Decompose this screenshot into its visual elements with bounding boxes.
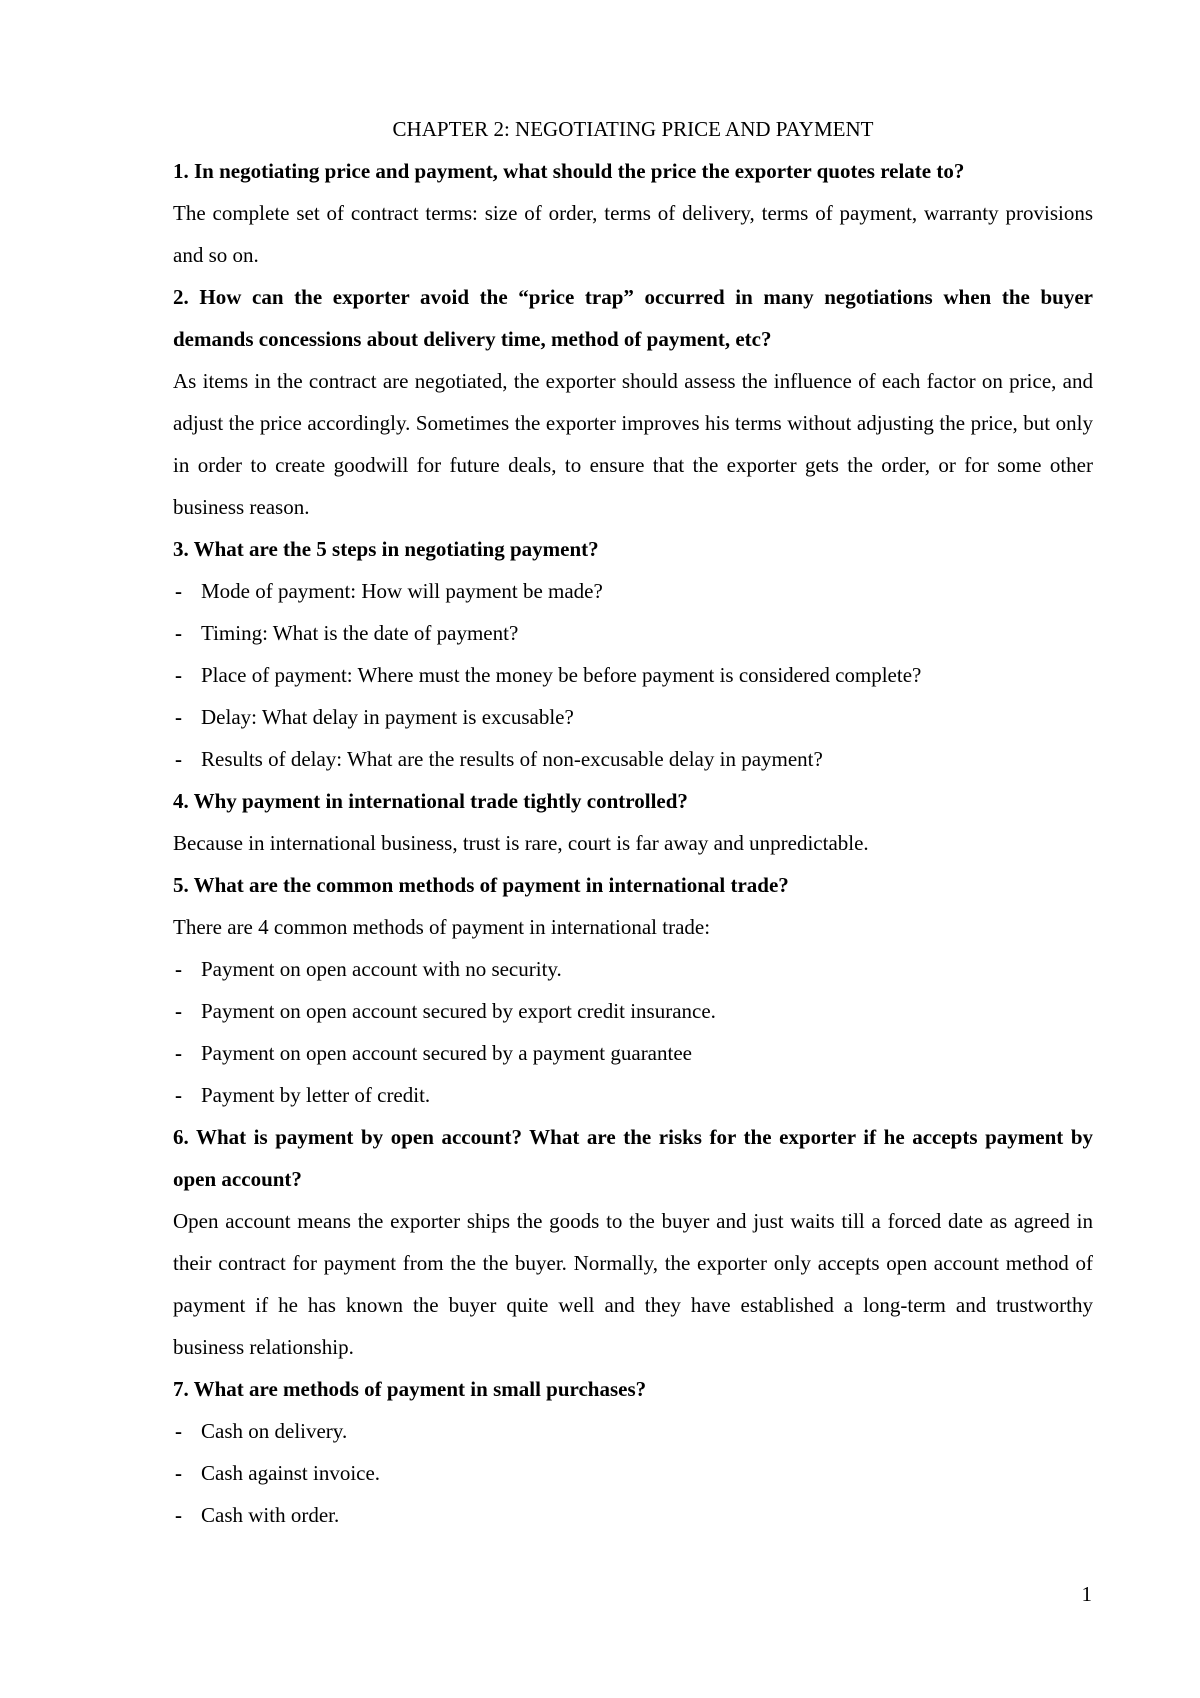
- payment-methods-list: [173, 948, 1093, 1116]
- page-number: 1: [1081, 1582, 1092, 1606]
- list-item: - Payment on open account with no security.: [173, 948, 1093, 990]
- answer-6: Open account means the exporter ships the goods to the buyer and just waits till a forced date as agreed in their contract for payment from the the buyer. Normally, the exporter only accepts open account method of payment if he has known the buyer quite well and they have established a long-term and trustworthy business relationship.: [173, 1209, 1093, 1359]
- list-item: - Mode of payment: How will payment be made?: [173, 570, 1093, 612]
- question-6: 6. What is payment by open account? What are the risks for the exporter if he accepts payment by open account?: [173, 1125, 1093, 1191]
- chapter-title: CHAPTER 2: NEGOTIATING PRICE AND PAYMENT: [392, 117, 874, 141]
- question-2: 2. How can the exporter avoid the “price trap” occurred in many negotiations when the buyer demands concessions about delivery time, method of payment, etc?: [173, 285, 1093, 351]
- steps-list: [173, 570, 1093, 780]
- list-item: - Cash against invoice.: [173, 1452, 1093, 1494]
- list-item: - Payment by letter of credit.: [173, 1074, 1093, 1116]
- question-4: 4. Why payment in international trade tightly controlled?: [173, 789, 688, 813]
- list-item: - Timing: What is the date of payment?: [173, 612, 1093, 654]
- list-item: - Delay: What delay in payment is excusable?: [173, 696, 1093, 738]
- answer-5: There are 4 common methods of payment in international trade:: [173, 915, 711, 939]
- question-5: 5. What are the common methods of payment in international trade?: [173, 873, 789, 897]
- list-item: - Results of delay: What are the results of non-excusable delay in payment?: [173, 738, 1093, 780]
- list-item: - Place of payment: Where must the money be before payment is considered complete?: [173, 654, 1093, 696]
- list-item: - Cash on delivery.: [173, 1410, 1093, 1452]
- list-item: - Cash with order.: [173, 1494, 1093, 1536]
- answer-1: The complete set of contract terms: size of order, terms of delivery, terms of payment, warranty provisions and so on.: [173, 201, 1093, 267]
- list-item: - Payment on open account secured by a payment guarantee: [173, 1032, 1093, 1074]
- list-item: - Payment on open account secured by export credit insurance.: [173, 990, 1093, 1032]
- question-1: 1. In negotiating price and payment, what should the price the exporter quotes relate to?: [173, 159, 965, 183]
- document-body: [173, 108, 1093, 1536]
- answer-4: Because in international business, trust is rare, court is far away and unpredictable.: [173, 831, 869, 855]
- question-7: 7. What are methods of payment in small purchases?: [173, 1377, 647, 1401]
- small-purchase-methods-list: [173, 1410, 1093, 1536]
- question-3: 3. What are the 5 steps in negotiating payment?: [173, 537, 599, 561]
- answer-2: As items in the contract are negotiated, the exporter should assess the influence of each factor on price, and adjust the price accordingly. Sometimes the exporter improves his terms without adjusting the price, but only in order to create goodwill for future deals, to ensure that the exporter gets the order, or for some other business reason.: [173, 369, 1093, 519]
